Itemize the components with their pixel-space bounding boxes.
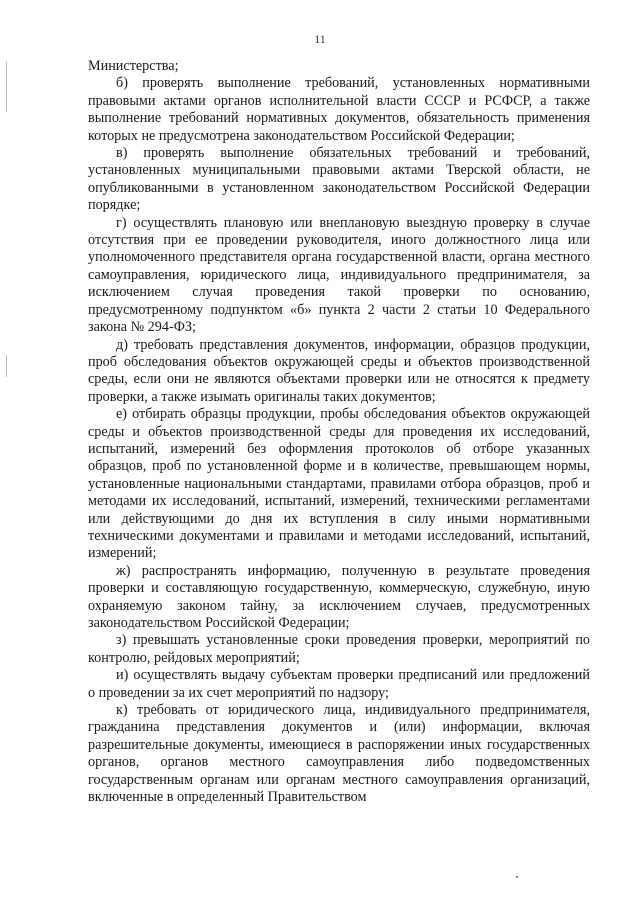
paragraph-g: г) осуществлять плановую или внеплановую выездную проверку в случае отсутствия при ее проведении руководителя, иного должностного лица или уполномоченного представителя органа государственной власти, органа местного самоуправления, юридического лица, индивидуального предпринимателя, за исключением случая проведения такой проверки по основанию, предусмотренному подпунктом «б» пункта 2 части 2 статьи 10 Федерального закона № 294-ФЗ; (88, 214, 590, 336)
paragraph-k: к) требовать от юридического лица, индивидуального предпринимателя, гражданина представления документов и (или) информации, включая разрешительные документы, имеющиеся в распоряжении иных государственных органов, органов местного самоуправления либо подведомственных государственным органам или органам местного самоуправления организаций, включенные в определенный Правительством (88, 702, 590, 806)
scan-edge-mark-top (6, 62, 7, 112)
paragraph-v: в) проверять выполнение обязательных требований и требований, установленных муниципальными правовыми актами Тверской области, не опубликованными в установленном законодательством Российской Федерации порядке; (88, 145, 590, 214)
paragraph-z: з) превышать установленные сроки проведения проверки, мероприятий по контролю, рейдовых мероприятий; (88, 632, 590, 666)
paragraph-b: б) проверять выполнение требований, установленных нормативными правовыми актами органов исполнительной власти СССР и РСФСР, а также выполнение требований нормативных документов, обязательность применения которых не предусмотрена законодательством Российской Федерации; (88, 75, 590, 144)
paragraph-continuation: Министерства; (88, 58, 179, 74)
scan-speck (516, 876, 518, 878)
paragraph-e: е) отбирать образцы продукции, пробы обследования объектов окружающей среды и объектов производственной среды для проведения их исследований, испытаний, измерений без оформления протоколов об отборе указанных образцов, проб по установленной форме и в количестве, превышающем нормы, установленные национальными стандартами, правилами отбора образцов, проб и методами их исследований, испытаний, измерений, техническими регламентами или действующими до дня их вступления в силу иными нормативными техническими документами и правилами и методами исследований, испытаний, измерений; (88, 406, 590, 562)
page-number: 11 (314, 32, 326, 46)
paragraph-i: и) осуществлять выдачу субъектам проверки предписаний или предложений о проведении за их счет мероприятий по надзору; (88, 667, 590, 701)
paragraph-d: д) требовать представления документов, информации, образцов продукции, проб обследования объектов окружающей среды и объектов производственной среды, если они не являются объектами проверки или не относятся к предмету проверки, а также изымать оригиналы таких документов; (88, 336, 590, 405)
paragraph-zh: ж) распространять информацию, полученную в результате проведения проверки и составляющую государственную, коммерческую, служебную, иную охраняемую законом тайну, за исключением случаев, предусмотренных законодательством Российской Федерации; (88, 562, 590, 631)
document-body (88, 58, 590, 806)
scan-edge-mark-bottom (6, 355, 7, 377)
